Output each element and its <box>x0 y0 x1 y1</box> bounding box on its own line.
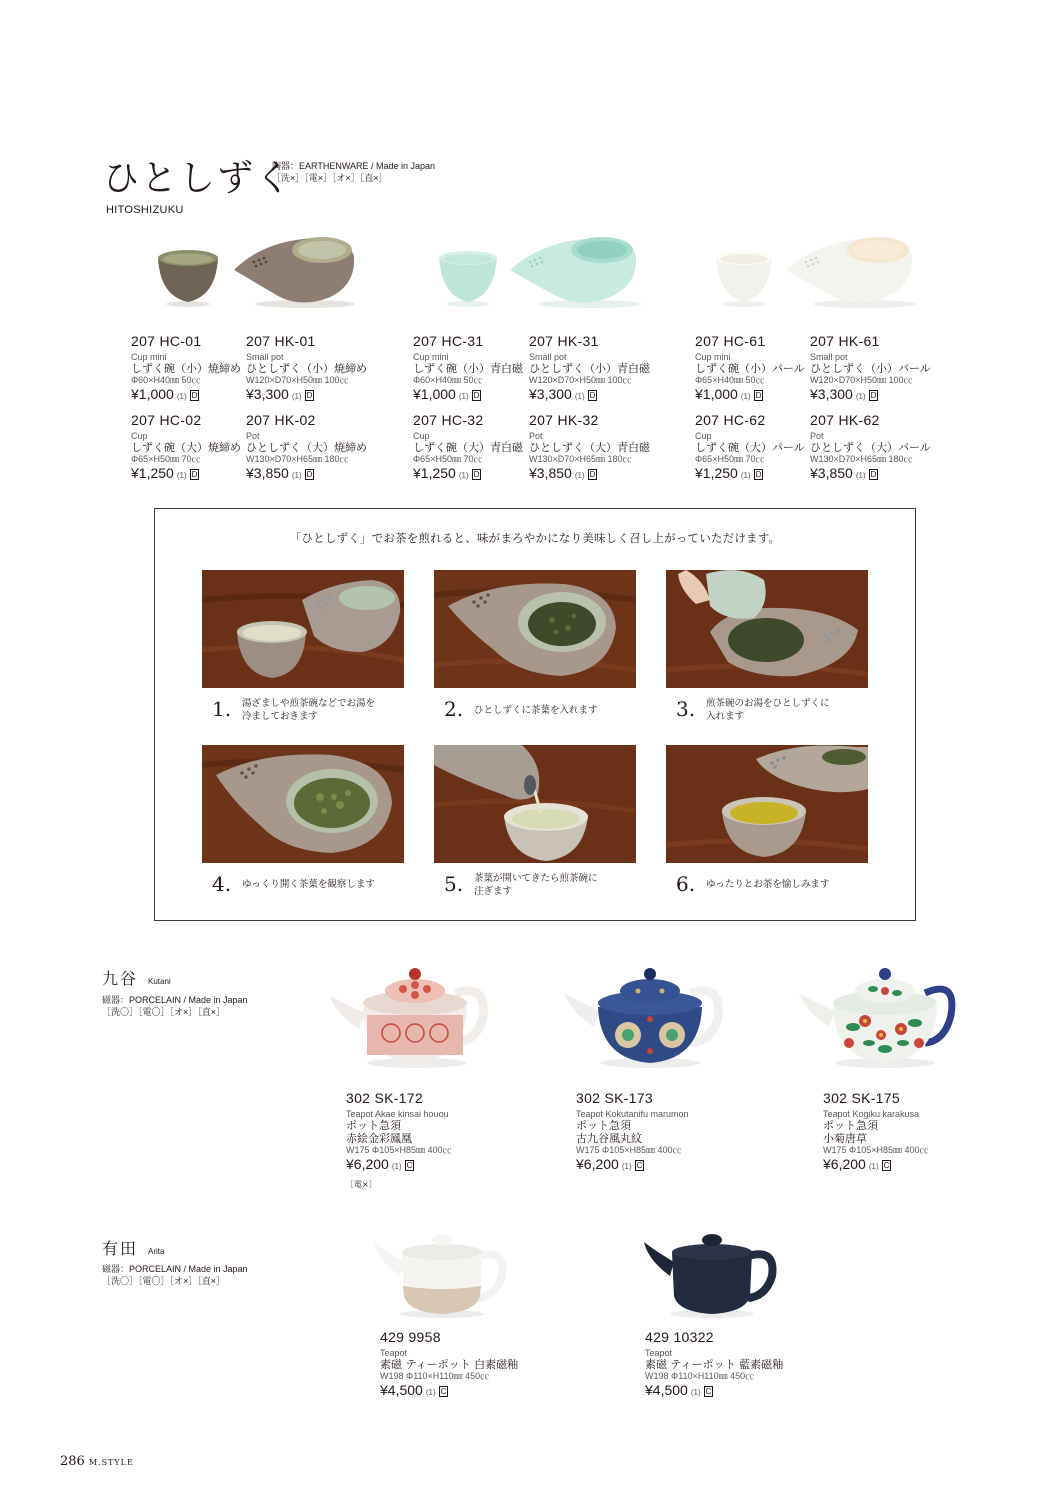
step-number: 1. <box>212 697 232 721</box>
arita-material: 磁器：PORCELAIN / Made in Japan <box>102 1264 248 1274</box>
product-price: ¥1,000 <box>131 386 174 402</box>
product-rank-badge: D <box>306 470 313 479</box>
product-qty: (1) <box>291 471 302 480</box>
product-302-sk-175 <box>823 1090 1003 1175</box>
product-name-jp: ひとしずく（大）焼締め <box>246 441 367 454</box>
product-rank-badge: C <box>883 1161 890 1170</box>
product-207-hc-02 <box>131 412 243 484</box>
product-dimensions: W130×D70×H65㎜ 180㏄ <box>246 454 349 464</box>
product-name-en: Cup mini <box>413 352 449 362</box>
product-price: ¥6,200 <box>346 1156 389 1172</box>
step-text: ゆっくり開く茶葉を観察します <box>242 879 375 890</box>
product-dimensions: Φ65×H50㎜ 70㏄ <box>413 454 483 464</box>
arita-roman: Arita <box>148 1247 165 1256</box>
product-rank-badge: D <box>870 391 877 400</box>
product-302-sk-173 <box>576 1090 756 1175</box>
product-qty: (1) <box>740 392 751 401</box>
product-price-line <box>131 386 243 405</box>
arita-care: ［洗〇］［電〇］［オ×］［直×］ <box>102 1276 226 1286</box>
product-price: ¥1,250 <box>413 465 456 481</box>
product-name-en: Cup <box>695 431 712 441</box>
product-qty: (1) <box>855 471 866 480</box>
product-name-jp: しずく碗（大）焼締め <box>131 441 241 454</box>
product-price-line <box>413 386 525 405</box>
pot-brown-image <box>234 237 355 308</box>
product-name-jp: ひとしずく（大）青白磁 <box>529 441 650 454</box>
product-price: ¥3,850 <box>810 465 853 481</box>
step-text: ゆったりとお茶を愉しみます <box>706 879 830 890</box>
product-302-sk-172 <box>346 1090 526 1190</box>
product-429-9958 <box>380 1329 560 1401</box>
product-price: ¥3,850 <box>246 465 289 481</box>
step-5 <box>444 871 664 901</box>
product-code: 302 SK-172 <box>346 1090 423 1106</box>
product-dimensions: Φ60×H40㎜ 50㏄ <box>131 375 201 385</box>
teapot-kokutani-image <box>560 963 730 1073</box>
product-dimensions: W175 Φ105×H85㎜ 400㏄ <box>346 1145 452 1155</box>
cup-pearl-image <box>716 251 772 307</box>
step-4 <box>212 871 432 901</box>
product-name-jp: 素磁 ティーポット 藍素磁釉 <box>645 1358 784 1371</box>
product-dimensions: Φ65×H40㎜ 50㏄ <box>695 375 765 385</box>
product-qty: (1) <box>868 1162 879 1171</box>
product-name-jp: しずく碗（大）パール <box>695 441 805 454</box>
product-name-jp: ひとしずく（小）パール <box>810 362 931 375</box>
step-2 <box>444 696 664 726</box>
product-qty: (1) <box>740 471 751 480</box>
product-rank-badge: C <box>406 1161 413 1170</box>
product-name-en: Small pot <box>529 352 567 362</box>
product-name-en: Pot <box>529 431 543 441</box>
product-price-line <box>695 386 807 405</box>
product-rank-badge: D <box>589 391 596 400</box>
product-name-en: Cup <box>413 431 430 441</box>
product-name-en: Pot <box>810 431 824 441</box>
product-dimensions: W120×D70×H50㎜ 100㏄ <box>529 375 632 385</box>
product-name-jp: ポット急須 <box>576 1119 631 1132</box>
product-rank-badge: C <box>705 1387 712 1396</box>
product-207-hc-62 <box>695 412 807 484</box>
product-name-jp: ポット急須 <box>823 1119 878 1132</box>
teapot-kogiku-image <box>795 963 965 1073</box>
page-number: 286 <box>60 1454 85 1469</box>
step-number: 2. <box>444 697 464 721</box>
product-name-jp: ひとしずく（小）焼締め <box>246 362 367 375</box>
product-price-line <box>131 465 243 484</box>
product-price-line <box>823 1156 1003 1175</box>
product-price: ¥1,250 <box>131 465 174 481</box>
product-name-en: Teapot <box>380 1348 408 1358</box>
product-price-line <box>380 1382 560 1401</box>
product-dimensions: W198 Φ110×H110㎜ 450㏄ <box>380 1371 490 1381</box>
product-code: 207 HC-31 <box>413 333 484 349</box>
step-number: 3. <box>676 697 696 721</box>
product-dimensions: W175 Φ105×H85㎜ 400㏄ <box>576 1145 682 1155</box>
product-code: 207 HK-01 <box>246 333 316 349</box>
step-text: 煎茶碗のお湯をひとしずくに 入れます <box>706 698 830 722</box>
arita-heading <box>102 1236 164 1259</box>
product-dimensions: W120×D70×H50㎜ 100㏄ <box>810 375 913 385</box>
product-name-en: Small pot <box>810 352 848 362</box>
product-name-jp: ひとしずく（小）青白磁 <box>529 362 650 375</box>
product-code: 207 HK-02 <box>246 412 316 428</box>
step-6-photo <box>666 745 868 863</box>
step-3 <box>676 696 896 726</box>
header-care: ［洗×］［電×］［オ×］［直×］ <box>272 173 388 183</box>
product-dimensions: Φ65×H50㎜ 70㏄ <box>131 454 201 464</box>
howto-box <box>154 508 916 921</box>
product-rank-badge: D <box>755 470 762 479</box>
page-footer <box>60 1450 134 1469</box>
kutani-material: 磁器：PORCELAIN / Made in Japan <box>102 995 248 1005</box>
arita-title: 有田 <box>102 1239 139 1258</box>
product-name-jp-sub: 小菊唐草 <box>823 1132 867 1145</box>
step-2-photo <box>434 570 636 688</box>
teapot-akae-image <box>325 963 495 1073</box>
kutani-roman: Kutani <box>148 977 171 986</box>
product-name-en: Cup mini <box>131 352 167 362</box>
product-207-hk-61 <box>810 333 931 405</box>
product-dimensions: W130×D70×H65㎜ 180㏄ <box>529 454 632 464</box>
product-rank-badge: D <box>191 391 198 400</box>
product-code: 207 HC-32 <box>413 412 484 428</box>
product-name-jp: ひとしずく（大）パール <box>810 441 931 454</box>
step-number: 5. <box>444 872 464 896</box>
product-rank-badge: D <box>473 391 480 400</box>
product-price: ¥3,850 <box>529 465 572 481</box>
product-207-hk-62 <box>810 412 931 484</box>
product-name-jp-sub: 赤絵金彩鳳凰 <box>346 1132 412 1145</box>
product-name-en: Teapot Kogiku karakusa <box>823 1109 920 1119</box>
product-price: ¥3,300 <box>810 386 853 402</box>
product-name-en: Teapot Akae kinsai houou <box>346 1109 449 1119</box>
product-qty: (1) <box>458 471 469 480</box>
howto-title: 「ひとしずく」でお茶を煎れると、味がまろやかになり美味しく召し上がっていただけます。 <box>289 531 781 545</box>
product-qty: (1) <box>425 1388 436 1397</box>
product-code: 207 HC-61 <box>695 333 766 349</box>
teapot-white-image <box>370 1226 510 1321</box>
product-rank-badge: D <box>870 470 877 479</box>
product-price: ¥6,200 <box>823 1156 866 1172</box>
step-4-photo <box>202 745 404 863</box>
product-207-hc-61 <box>695 333 807 405</box>
product-code: 429 10322 <box>645 1329 714 1345</box>
product-dimensions: Φ65×H50㎜ 70㏄ <box>695 454 765 464</box>
step-text: 湯ざましや煎茶碗などでお湯を 冷ましておきます <box>242 698 376 722</box>
product-price: ¥4,500 <box>380 1382 423 1398</box>
product-name-jp: ポット急須 <box>346 1119 401 1132</box>
product-dimensions: Φ60×H40㎜ 50㏄ <box>413 375 483 385</box>
product-rank-badge: D <box>589 470 596 479</box>
product-price-line <box>645 1382 825 1401</box>
product-price: ¥1,250 <box>695 465 738 481</box>
product-207-hc-01 <box>131 333 243 405</box>
brand-roman: HITOSHIZUKU <box>106 204 184 216</box>
product-qty: (1) <box>855 392 866 401</box>
product-qty: (1) <box>176 392 187 401</box>
kutani-heading <box>102 966 171 989</box>
product-qty: (1) <box>291 392 302 401</box>
pot-pearl-image <box>786 237 917 308</box>
product-price-line <box>529 465 641 484</box>
product-name-jp: しずく碗（小）パール <box>695 362 805 375</box>
product-price: ¥4,500 <box>645 1382 688 1398</box>
product-price-line <box>810 465 922 484</box>
product-price-line <box>529 386 641 405</box>
product-name-jp: 素磁 ティーポット 白素磁釉 <box>380 1358 519 1371</box>
product-name-jp: しずく碗（小）焼締め <box>131 362 241 375</box>
step-1 <box>212 696 432 726</box>
product-code: 207 HK-31 <box>529 333 599 349</box>
product-rank-badge: D <box>473 470 480 479</box>
step-text: 茶葉が開いてきたら煎茶碗に 注ぎます <box>474 873 598 897</box>
product-dimensions: W130×D70×H65㎜ 180㏄ <box>810 454 913 464</box>
product-price-line <box>246 465 358 484</box>
product-price: ¥1,000 <box>695 386 738 402</box>
product-rank-badge: D <box>191 470 198 479</box>
product-rank-badge: C <box>440 1387 447 1396</box>
product-name-jp: しずく碗（小）青白磁 <box>413 362 523 375</box>
product-price-line <box>576 1156 756 1175</box>
product-price-line <box>413 465 525 484</box>
product-price: ¥3,300 <box>246 386 289 402</box>
product-code: 207 HK-32 <box>529 412 599 428</box>
product-price: ¥1,000 <box>413 386 456 402</box>
footer-brand: M.STYLE <box>88 1458 134 1467</box>
product-rank-badge: C <box>636 1161 643 1170</box>
product-dimensions: W120×D70×H50㎜ 100㏄ <box>246 375 349 385</box>
product-code: 207 HC-01 <box>131 333 202 349</box>
cup-brown-image <box>158 250 218 307</box>
step-text: ひとしずくに茶葉を入れます <box>474 705 598 716</box>
product-name-en: Teapot <box>645 1348 673 1358</box>
product-price-line <box>810 386 922 405</box>
product-price-line <box>346 1156 526 1175</box>
step-number: 6. <box>676 872 696 896</box>
product-207-hk-01 <box>246 333 367 405</box>
product-qty: (1) <box>458 392 469 401</box>
header-material: 陶器：EARTHENWARE / Made in Japan <box>272 161 436 171</box>
product-name-en: Teapot Kokutanifu marumon <box>576 1109 689 1119</box>
product-code: 302 SK-175 <box>823 1090 900 1106</box>
product-207-hc-32 <box>413 412 525 484</box>
product-207-hk-02 <box>246 412 367 484</box>
product-207-hk-31 <box>529 333 650 405</box>
step-6 <box>676 871 896 901</box>
product-care-note: ［電×］ <box>346 1180 377 1189</box>
step-3-photo <box>666 570 868 688</box>
product-code: 429 9958 <box>380 1329 441 1345</box>
product-207-hk-32 <box>529 412 650 484</box>
product-code: 207 HK-61 <box>810 333 880 349</box>
product-qty: (1) <box>176 471 187 480</box>
step-1-photo <box>202 570 404 688</box>
product-name-jp: しずく碗（大）青白磁 <box>413 441 523 454</box>
product-price-line <box>695 465 807 484</box>
product-name-en: Pot <box>246 431 260 441</box>
product-qty: (1) <box>621 1162 632 1171</box>
cup-celadon-image <box>439 251 497 307</box>
kutani-title: 九谷 <box>102 969 139 988</box>
product-name-en: Cup mini <box>695 352 731 362</box>
product-rank-badge: D <box>755 391 762 400</box>
product-code: 207 HC-62 <box>695 412 766 428</box>
product-name-en: Cup <box>131 431 148 441</box>
product-qty: (1) <box>690 1388 701 1397</box>
hitoshizuku-product-images <box>150 222 970 322</box>
product-code: 207 HC-02 <box>131 412 202 428</box>
pot-celadon-image <box>510 237 642 308</box>
product-name-en: Small pot <box>246 352 284 362</box>
product-price-line <box>246 386 358 405</box>
teapot-navy-image <box>640 1226 780 1321</box>
product-qty: (1) <box>574 392 585 401</box>
brand-title: ひとしずく <box>103 158 294 199</box>
product-code: 207 HK-62 <box>810 412 880 428</box>
kutani-care: ［洗〇］［電〇］［オ×］［直×］ <box>102 1007 226 1017</box>
product-price: ¥6,200 <box>576 1156 619 1172</box>
product-price: ¥3,300 <box>529 386 572 402</box>
product-qty: (1) <box>574 471 585 480</box>
product-429-10322 <box>645 1329 825 1401</box>
step-5-photo <box>434 745 636 863</box>
step-number: 4. <box>212 872 232 896</box>
product-code: 302 SK-173 <box>576 1090 653 1106</box>
product-207-hc-31 <box>413 333 525 405</box>
product-dimensions: W198 Φ110×H110㎜ 450㏄ <box>645 1371 755 1381</box>
product-name-jp-sub: 古九谷風丸紋 <box>576 1132 642 1145</box>
product-qty: (1) <box>391 1162 402 1171</box>
product-rank-badge: D <box>306 391 313 400</box>
product-dimensions: W175 Φ105×H85㎜ 400㏄ <box>823 1145 929 1155</box>
